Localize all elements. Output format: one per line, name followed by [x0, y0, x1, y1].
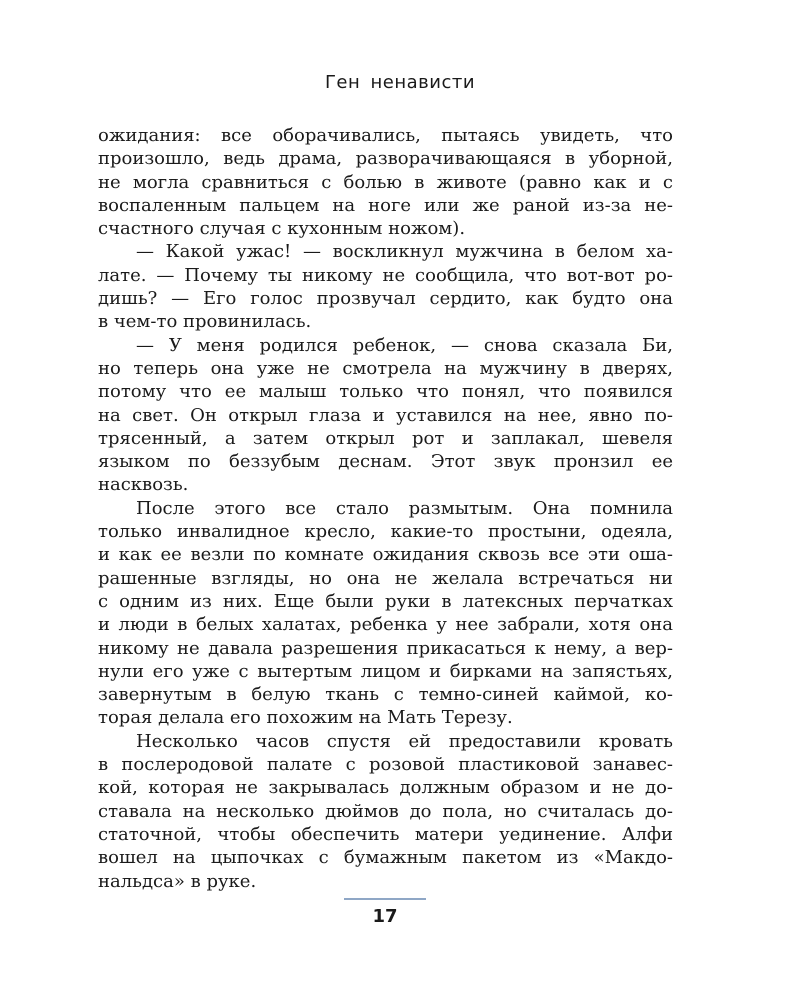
text-line: торая делала его похожим на Мать Терезу.	[98, 707, 513, 729]
text-line: произошло, ведь драма, разворачивающаяся в уборной,	[98, 148, 673, 170]
text-line: завернутым в белую ткань с темно-синей каймой, ко-	[98, 684, 673, 706]
text-line: языком по беззубым деснам. Этот звук пронзил ее	[98, 451, 673, 473]
text-line: в послеродовой палате с розовой пластиковой занавес-	[98, 754, 673, 776]
footer-divider	[344, 898, 426, 900]
text-line: не могла сравниться с болью в животе (равно как и с	[98, 171, 673, 193]
text-line: нули его уже с вытертым лицом и бирками на запястьях,	[98, 660, 673, 682]
page-number: 17	[372, 906, 398, 927]
text-line: воспаленным пальцем на ноге или же раной из-за не-	[98, 194, 673, 216]
text-line: — Какой ужас! — воскликнул мужчина в белом ха-	[136, 241, 673, 263]
text-line: с одним из них. Еще были руки в латексных перчатках	[98, 590, 673, 612]
text-line: потому что ее малыш только что понял, что появился	[98, 381, 673, 403]
text-line: и люди в белых халатах, ребенка у нее забрали, хотя она	[98, 614, 673, 636]
text-line: Несколько часов спустя ей предоставили кровать	[136, 730, 673, 752]
text-line: трясенный, а затем открыл рот и заплакал, шевеля	[98, 427, 673, 449]
text-line: ожидания: все оборачивались, пытаясь увидеть, что	[98, 125, 673, 146]
text-line: только инвалидное кресло, какие-то простыни, одеяла,	[98, 521, 673, 543]
page-body-text	[98, 124, 673, 893]
text-line: и как ее везли по комнате ожидания сквозь все эти ошa-	[98, 544, 673, 566]
text-line: но теперь она уже не смотрела на мужчину в дверях,	[98, 357, 673, 379]
text-line: счастного случая с кухонным ножом).	[98, 218, 466, 240]
text-line: лате. — Почему ты никому не сообщила, что вот-вот ро-	[98, 264, 673, 286]
text-line: нальдса» в руке.	[98, 870, 257, 892]
text-line: После этого все стало размытым. Она помнила	[136, 497, 673, 519]
text-line: ставала на несколько дюймов до пола, но считалась до-	[98, 800, 673, 822]
text-line: насквозь.	[98, 474, 189, 496]
text-line: статочной, чтобы обеспечить матери уединение. Алфи	[98, 823, 673, 845]
text-line: рашенные взгляды, но она не желала встречаться ни	[98, 567, 673, 589]
text-line: вошел на цыпочках с бумажным пакетом из «Макдо-	[98, 847, 673, 869]
text-line: кой, которая не закрывалась должным образом и не до-	[98, 777, 673, 799]
text-line: никому не давала разрешения прикасаться к нему, а вер-	[98, 637, 673, 659]
text-line: на свет. Он открыл глаза и уставился на нее, явно по-	[98, 404, 673, 426]
text-line: — У меня родился ребенок, — снова сказала Би,	[136, 334, 673, 356]
running-head-title: Ген ненависти	[324, 72, 476, 93]
text-line: в чем-то провинилась.	[98, 311, 312, 333]
text-line: дишь? — Его голос прозвучал сердито, как будто она	[98, 288, 673, 310]
